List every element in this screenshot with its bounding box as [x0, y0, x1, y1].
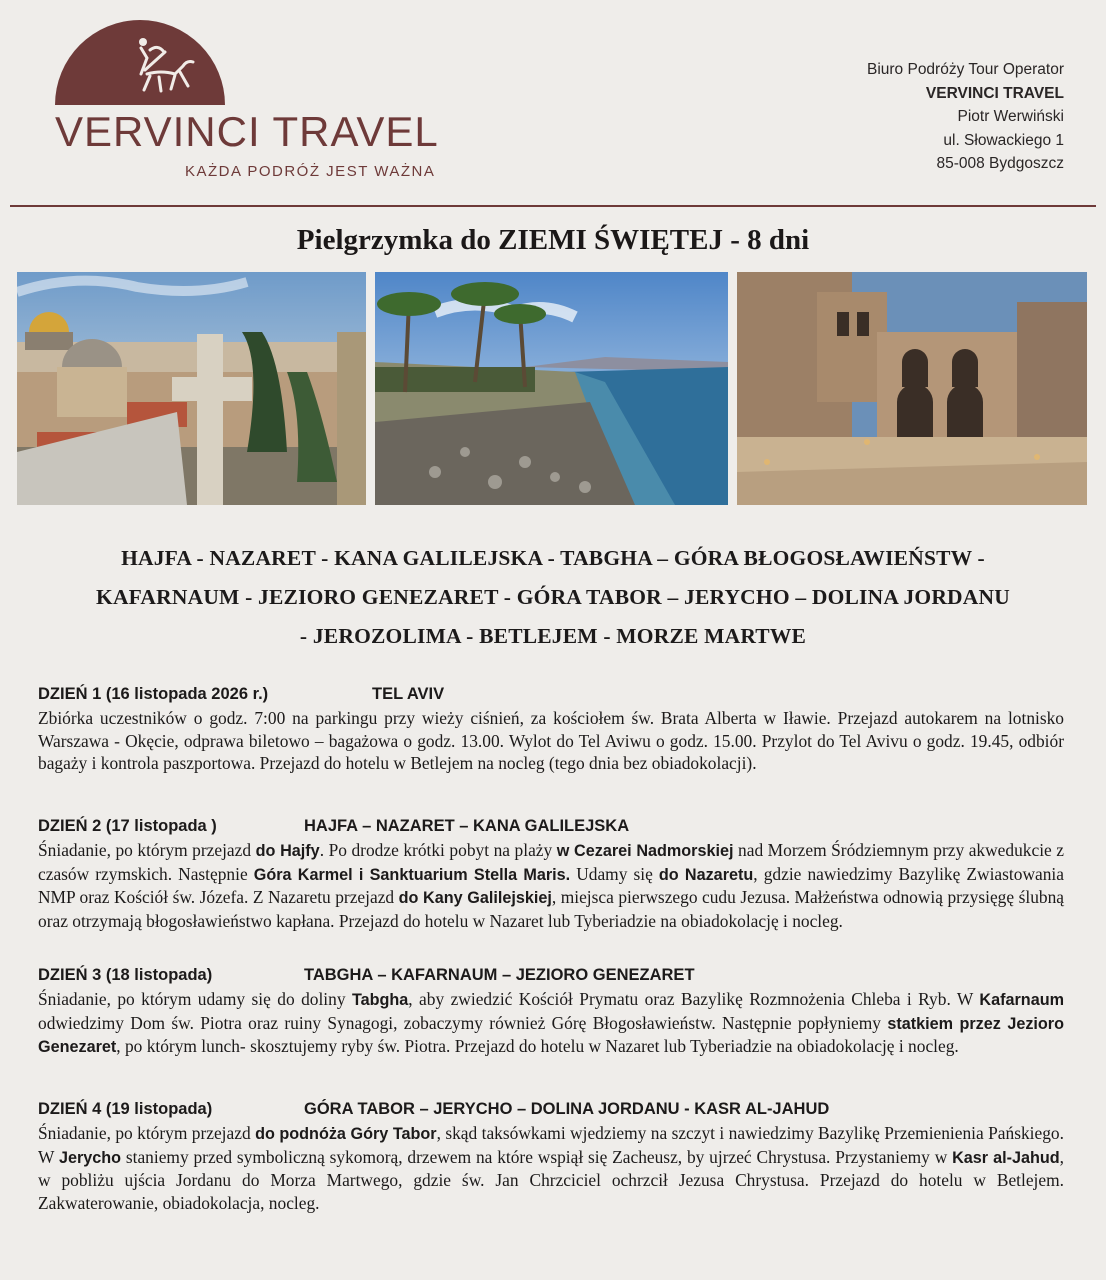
text-segment: , skąd taksówkami wjedziemy na szczyt i nawiedzimy Bazylikę Przemienienia Pańskiego. W: [38, 1123, 1064, 1167]
highlighted-place: do podnóża Góry Tabor: [255, 1125, 437, 1143]
day-places: TABGHA – KAFARNAUM – JEZIORO GENEZARET: [304, 966, 695, 984]
day-section: [38, 1100, 1064, 1214]
route-line: KAFARNAUM - JEZIORO GENEZARET - GÓRA TABOR – JERYCHO – DOLINA JORDANU: [96, 585, 1010, 609]
highlighted-place: Jerycho: [58, 1148, 122, 1167]
day-section: [38, 817, 1064, 932]
page-title: Pielgrzymka do ZIEMI ŚWIĘTEJ - 8 dni: [296, 224, 810, 256]
highlighted-place: do Nazaretu: [658, 865, 754, 884]
address-line: Piotr Werwiński: [957, 108, 1064, 125]
highlighted-place: do Hajfy: [255, 842, 320, 860]
text-segment: . Po drodze krótki pobyt na plaży: [319, 840, 557, 860]
day-heading: [38, 1100, 1064, 1122]
day-label: DZIEŃ 4 (19 listopada): [38, 1100, 213, 1118]
text-segment: staniemy przed symboliczną sykomorą, drzewem na które wspiął się Zacheusz, by ujrzeć Chrystusa. Przystaniemy w: [121, 1146, 953, 1167]
holy-sepulchre-courtyard-photo: [737, 272, 1087, 505]
text-segment: Udamy się: [570, 863, 659, 884]
text-segment: nad Morzem Śródziemnym przy akwedukcie z czasów rzymskich. Następnie: [38, 840, 1064, 884]
day-label: DZIEŃ 3 (18 listopada): [38, 966, 213, 984]
day-heading: [38, 966, 1064, 988]
brand-tagline: KAŻDA PODRÓŻ JEST WAŻNA: [185, 163, 436, 180]
text-segment: , po którym lunch- skosztujemy ryby św. Piotra. Przejazd do hotelu w Nazaret lub Tyberiadzie na obiadokolację i nocleg.: [116, 1036, 959, 1056]
route-line: HAJFA - NAZARET - KANA GALILEJSKA - TABGHA – GÓRA BŁOGOSŁAWIEŃSTW -: [121, 546, 985, 570]
text-segment: , gdzie nawiedzimy Bazylikę Zwiastowania NMP oraz Kościół św. Józefa. Z Nazaretu przejazd: [38, 863, 1064, 907]
address-line: Biuro Podróży Tour Operator: [866, 61, 1064, 78]
address-line: 85-008 Bydgoszcz: [936, 155, 1064, 172]
day-places: HAJFA – NAZARET – KANA GALILEJSKA: [304, 817, 630, 835]
day-section: [38, 966, 1064, 1059]
day-heading: [38, 817, 1064, 839]
header-divider: [10, 205, 1096, 207]
day-section: [38, 685, 1064, 775]
highlighted-place: Góra Karmel i Sanktuarium Stella Maris.: [253, 865, 571, 884]
day-description: [38, 1122, 1064, 1214]
company-logo: [55, 20, 439, 190]
day-description: [38, 707, 1064, 775]
text-segment: Śniadanie, po którym przejazd: [38, 840, 256, 860]
highlighted-place: Kasr al-Jahud: [952, 1148, 1060, 1167]
day-label: DZIEŃ 1 (16 listopada 2026 r.): [38, 685, 269, 703]
text-segment: Śniadanie, po którym przejazd: [38, 1123, 256, 1143]
text-segment: odwiedzimy Dom św. Piotra oraz ruiny Synagogi, zobaczymy również Górę Błogosławieństw. Następnie popłyniemy: [38, 1012, 888, 1033]
company-address: [867, 58, 1064, 176]
sea-of-galilee-shore-photo: [375, 272, 728, 505]
day-places: TEL AVIV: [372, 685, 445, 703]
text-segment: , aby zwiedzić Kościół Prymatu oraz Bazylikę Rozmnożenia Chleba i Ryb. W: [408, 989, 980, 1009]
highlighted-place: Kafarnaum: [979, 991, 1064, 1009]
text-segment: , w pobliżu ujścia Jordanu do Morza Martwego, gdzie św. Jan Chrzciciel ochrzcił Jezusa Chrystusa. Przejazd do hotelu w Betlejem. Zakwaterowanie, obiadokolacja, nocleg.: [38, 1146, 1065, 1213]
text-segment: Śniadanie, po którym udamy się do doliny: [38, 989, 352, 1009]
text-segment: Zbiórka uczestników o godz. 7:00 na parkingu przy wieży ciśnień, za kościołem św. Brata Alberta w Iławie. Przejazd autokarem na lotnisko Warszawa - Okęcie, odprawa biletowo – bagażowa o godz. 13.00. Wylot do Tel Aviwu o godz. 15.00. Przylot do Tel Avivu o godz. 19.45, odbiór bagaży i kontrola paszportowa. Przejazd do hotelu w Betlejem na nocleg (tego dnia bez obiadokolacji).: [38, 708, 1064, 773]
jerusalem-cross-photo: [17, 272, 366, 505]
day-label: DZIEŃ 2 (17 listopada ): [38, 817, 217, 835]
brand-name: VERVINCI TRAVEL: [55, 108, 439, 155]
day-description: [38, 988, 1064, 1059]
route-line: - JEROZOLIMA - BETLEJEM - MORZE MARTWE: [299, 624, 807, 648]
highlighted-place: Tabgha: [351, 991, 409, 1009]
highlighted-place: w Cezarei Nadmorskiej: [556, 842, 734, 860]
centaur-archer-logo-icon: [55, 20, 225, 105]
day-places: GÓRA TABOR – JERYCHO – DOLINA JORDANU - KASR AL-JAHUD: [304, 1100, 830, 1118]
address-line: VERVINCI TRAVEL: [925, 84, 1064, 102]
highlighted-place: do Kany Galilejskiej: [398, 889, 552, 907]
day-heading: [38, 685, 1064, 707]
address-line: ul. Słowackiego 1: [943, 131, 1064, 149]
highlighted-place: statkiem przez Jezioro Genezaret: [38, 1014, 1064, 1056]
day-description: [38, 839, 1064, 932]
text-segment: , miejsca pierwszego cudu Jezusa. Małżeństwa odnowią przysięgę ślubną oraz otrzymają błogosławieństwo kapłana. Przejazd do hotelu w Nazaret lub Tyberiadzie na obiadokolację i nocleg.: [38, 887, 1064, 931]
